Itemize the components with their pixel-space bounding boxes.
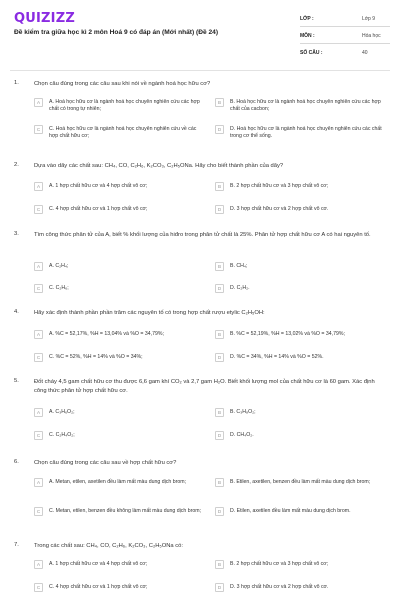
option-letter-box: D <box>215 507 224 516</box>
meta-label: SỐ CÂU : <box>300 50 323 56</box>
option-letter-box: A <box>34 478 43 487</box>
question-number: 4. <box>14 309 19 315</box>
option-letter-box: D <box>215 125 224 134</box>
option-text: A. Hoá học hữu cơ là ngành hoá học chuyên nghiên cứu các hợp chất có trong tự nhiên; <box>49 99 200 112</box>
option-text: B. %C = 52,19%, %H = 13,02% và %O = 34,79%; <box>230 331 345 337</box>
option-letter-box: B <box>215 182 224 191</box>
option-text: A. C₃H₆O₂; <box>49 409 75 415</box>
option-text: A. 1 hợp chất hữu cơ và 4 hợp chất vô cơ; <box>49 561 148 567</box>
option-text: B. C₃H₈O₂; <box>230 409 256 415</box>
option-letter-box: C <box>34 125 43 134</box>
option-letter-box: A <box>34 330 43 339</box>
question-text: Đốt cháy 4,5 gam chất hữu cơ thu được 6,6 gam khí CO₂ và 2,7 gam H₂O. Biết khối lượng mol của chất hữu cơ là 60 gam. Xác định công thức phân tử hợp chất hữu cơ. <box>34 379 375 394</box>
option-letter-box: A <box>34 98 43 107</box>
question-number: 5. <box>14 378 19 384</box>
option-letter-box: A <box>34 560 43 569</box>
option-letter-box: D <box>215 431 224 440</box>
option-text: C. Hoá học hữu cơ là ngành hoá học chuyên nghiên cứu về các hợp chất hữu cơ; <box>49 126 197 139</box>
meta-row-class <box>300 10 390 27</box>
option-text: C. %C = 52%, %H = 14% và %O = 34%; <box>49 354 143 360</box>
question-number: 6. <box>14 459 19 465</box>
option-text: A. 1 hợp chất hữu cơ và 4 hợp chất vô cơ; <box>49 183 148 189</box>
option-letter-box: D <box>215 205 224 214</box>
worksheet-header <box>0 0 400 68</box>
option-text: D. 3 hợp chất hữu cơ và 2 hợp chất vô cơ. <box>230 584 329 590</box>
option-text: B. CH₄; <box>230 263 248 269</box>
option-text: A. %C = 52,17%, %H = 13,04% và %O = 34,79%; <box>49 331 164 337</box>
option-text: D. 3 hợp chất hữu cơ và 2 hợp chất vô cơ. <box>230 206 329 212</box>
option-text: D. %C = 34%, %H = 14% và %O = 52%. <box>230 354 324 360</box>
option-text: B. 2 hợp chất hữu cơ và 3 hợp chất vô cơ; <box>230 183 329 189</box>
meta-value: Lớp 9 <box>362 16 376 22</box>
option-letter-box: A <box>34 262 43 271</box>
meta-label: LỚP : <box>300 16 314 22</box>
worksheet-title: Đề kiểm tra giữa học kì 2 môn Hoá 9 có đáp án (Mới nhất) (Đề 24) <box>14 29 219 36</box>
option-text: D. Hoá học hữu cơ là ngành hoá học chuyên nghiên cứu các chất trong cơ thể sống. <box>230 126 382 139</box>
meta-row-count <box>300 44 390 61</box>
option-text: C. C₂H₆; <box>49 285 69 291</box>
option-text: B. Etilen, axetilen, benzen đều làm mất màu dung dịch brom; <box>230 479 371 485</box>
option-letter-box: B <box>215 560 224 569</box>
option-text: C. Metan, etilen, benzen đều không làm mất màu dung dịch brom; <box>49 508 201 514</box>
meta-value: Hóa học <box>362 33 381 39</box>
worksheet-meta <box>300 10 390 61</box>
option-text: B. Hoá học hữu cơ là ngành hoá học chuyên nghiên cứu các hợp chất của cacbon; <box>230 99 381 112</box>
option-letter-box: C <box>34 583 43 592</box>
option-letter-box: B <box>215 262 224 271</box>
option-text: C. 4 hợp chất hữu cơ và 1 hợp chất vô cơ; <box>49 206 148 212</box>
option-letter-box: C <box>34 431 43 440</box>
question-text: Hãy xác định thành phần phần trăm các nguyên tố có trong hợp chất rượu etylic C₂H₅OH: <box>34 310 265 316</box>
question-number: 2. <box>14 162 19 168</box>
option-letter-box: D <box>215 353 224 362</box>
option-text: A. Metan, etilen, axetilen đều làm mất màu dung dịch brom; <box>49 479 186 485</box>
option-text: C. C₂H₄O₂; <box>49 432 75 438</box>
question-text: Trong các chất sau: CH₄, CO, C₂H₆, K₂CO₃, C₂H₅ONa có: <box>34 543 183 549</box>
option-letter-box: C <box>34 353 43 362</box>
header-divider <box>10 70 390 71</box>
question-text: Chọn câu đúng trong các câu sau về hợp chất hữu cơ? <box>34 460 177 466</box>
option-letter-box: A <box>34 182 43 191</box>
question-number: 3. <box>14 231 19 237</box>
option-letter-box: A <box>34 408 43 417</box>
option-letter-box: D <box>215 284 224 293</box>
question-number: 7. <box>14 542 19 548</box>
meta-row-subject <box>300 27 390 44</box>
option-letter-box: C <box>34 284 43 293</box>
option-letter-box: B <box>215 408 224 417</box>
question-number: 1. <box>14 80 19 86</box>
option-letter-box: C <box>34 205 43 214</box>
option-text: D. CH₄O₂. <box>230 432 254 438</box>
meta-label: MÔN : <box>300 33 315 39</box>
question-text: Dựa vào dãy các chất sau: CH₄, CO, C₂H₆, K₂CO₃, C₂H₅ONa. Hãy cho biết thành phần của dãy? <box>34 163 284 169</box>
option-letter-box: B <box>215 330 224 339</box>
option-text: D. Etilen, axetilen đều làm mất màu dung dịch brom. <box>230 508 351 514</box>
question-text: Tìm công thức phân tử của A, biết % khối lượng của hiđro trong phân tử chất là 25%. Phân tử hợp chất hữu cơ A có hai nguyên tố. <box>34 232 371 238</box>
option-text: C. 4 hợp chất hữu cơ và 1 hợp chất vô cơ; <box>49 584 148 590</box>
option-letter-box: B <box>215 478 224 487</box>
quizizz-logo: QUIZIZZ <box>14 11 75 26</box>
option-text: A. C₂H₄; <box>49 263 69 269</box>
option-letter-box: C <box>34 507 43 516</box>
question-text: Chọn câu đúng trong các câu sau khi nói về ngành hoá học hữu cơ? <box>34 81 211 87</box>
option-text: B. 2 hợp chất hữu cơ và 3 hợp chất vô cơ; <box>230 561 329 567</box>
meta-value: 40 <box>362 50 368 56</box>
option-letter-box: B <box>215 98 224 107</box>
option-letter-box: D <box>215 583 224 592</box>
option-text: D. C₂H₂. <box>230 285 250 291</box>
